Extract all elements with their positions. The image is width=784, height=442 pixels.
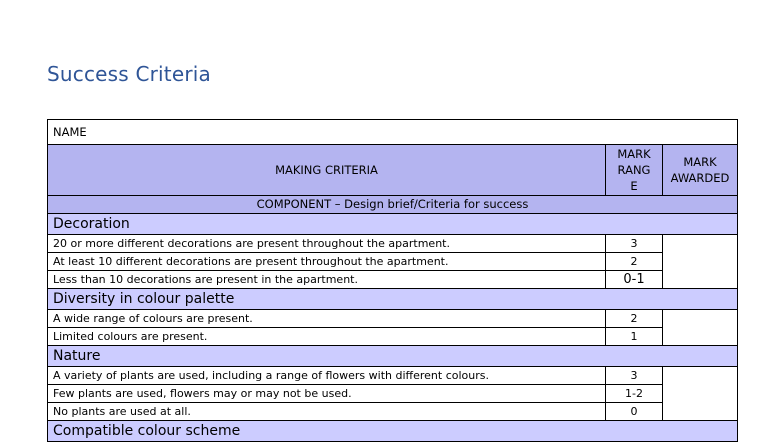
name-row — [48, 120, 738, 145]
criteria-text: At least 10 different decorations are present throughout the apartment. — [48, 253, 606, 271]
criteria-text: A variety of plants are used, including a range of flowers with different colours. — [48, 367, 606, 385]
section-row — [48, 289, 738, 310]
header-row — [48, 145, 738, 196]
section-heading: Compatible colour scheme — [48, 421, 738, 442]
criteria-text: A wide range of colours are present. — [48, 310, 606, 328]
success-criteria-table — [47, 119, 738, 442]
component-row — [48, 196, 738, 214]
page-title: Success Criteria — [47, 62, 211, 86]
table-row — [48, 403, 738, 421]
mark-awarded-cell[interactable] — [663, 235, 738, 289]
criteria-header: MAKING CRITERIA — [48, 145, 606, 196]
mark-range-value: 1-2 — [606, 385, 663, 403]
table-row — [48, 271, 738, 289]
table-row — [48, 235, 738, 253]
section-heading: Diversity in colour palette — [48, 289, 738, 310]
criteria-text: No plants are used at all. — [48, 403, 606, 421]
mark-range-value: 3 — [606, 367, 663, 385]
mark-range-value: 3 — [606, 235, 663, 253]
mark-range-value: 0-1 — [606, 271, 663, 289]
table-row — [48, 328, 738, 346]
section-row — [48, 346, 738, 367]
criteria-text: Less than 10 decorations are present in the apartment. — [48, 271, 606, 289]
component-label: COMPONENT – Design brief/Criteria for success — [48, 196, 738, 214]
criteria-text: 20 or more different decorations are present throughout the apartment. — [48, 235, 606, 253]
section-heading: Decoration — [48, 214, 738, 235]
mark-range-value: 1 — [606, 328, 663, 346]
mark-range-value: 2 — [606, 310, 663, 328]
mark-range-value: 2 — [606, 253, 663, 271]
mark-range-value: 0 — [606, 403, 663, 421]
mark-range-header: MARK RANG E — [606, 145, 663, 196]
table-row — [48, 385, 738, 403]
criteria-text: Few plants are used, flowers may or may not be used. — [48, 385, 606, 403]
mark-awarded-cell[interactable] — [663, 310, 738, 346]
section-row — [48, 214, 738, 235]
table-row — [48, 310, 738, 328]
mark-awarded-cell[interactable] — [663, 367, 738, 421]
section-heading: Nature — [48, 346, 738, 367]
name-label: NAME — [48, 120, 738, 145]
table-row — [48, 253, 738, 271]
mark-awarded-header: MARK AWARDED — [663, 145, 738, 196]
criteria-text: Limited colours are present. — [48, 328, 606, 346]
table-row — [48, 367, 738, 385]
section-row — [48, 421, 738, 442]
